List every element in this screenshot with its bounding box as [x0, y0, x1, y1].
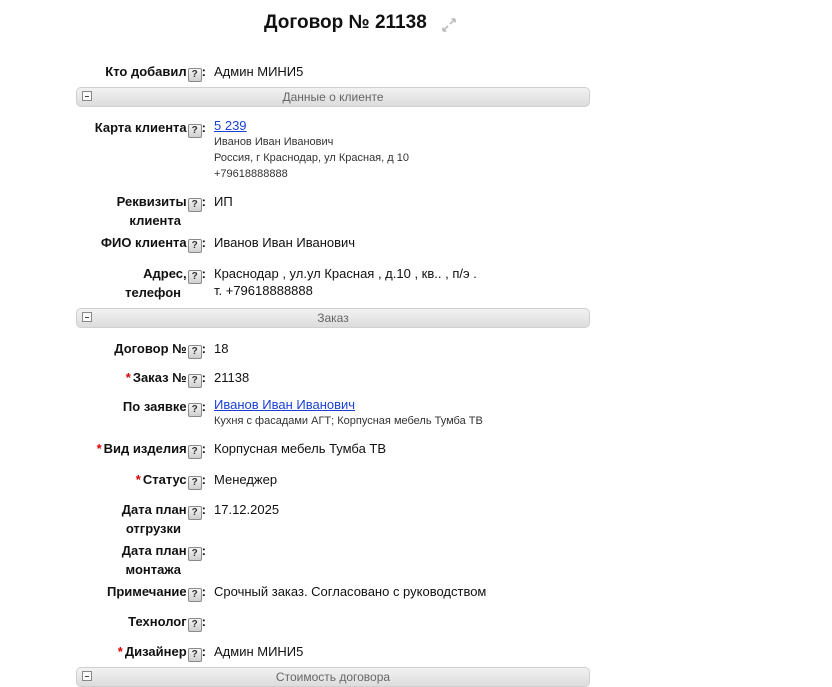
- note-label: Примечание ? :: [107, 584, 206, 600]
- address-phone-label: Адрес, ? : телефон: [125, 266, 206, 300]
- product-type-label: * Вид изделия ? :: [96, 441, 206, 457]
- client-fio-value: Иванов Иван Иванович: [214, 235, 356, 250]
- note-value: Срочный заказ. Согласовано с руководством: [214, 584, 487, 599]
- install-date-label: Дата план ? : монтажа: [121, 543, 206, 577]
- help-icon[interactable]: ?: [188, 239, 202, 253]
- contract-no-label: Договор № ? :: [114, 341, 206, 357]
- added-by-label: Кто добавил ? :: [105, 64, 206, 80]
- section-title: Заказ: [317, 311, 349, 325]
- client-card-address: Россия, г Краснодар, ул Красная, д 10: [214, 152, 409, 164]
- required-mark: *: [96, 441, 102, 456]
- help-icon[interactable]: ?: [188, 588, 202, 602]
- product-type-value: Корпусная мебель Тумба ТВ: [214, 441, 387, 456]
- address-phone-value: Краснодар , ул.ул Красная , д.10 , кв.. , п/э . т. +79618888888: [214, 266, 477, 298]
- section-title: Данные о клиенте: [282, 90, 384, 104]
- collapse-arrows-icon[interactable]: [442, 16, 456, 30]
- shipment-date-label: Дата план ? : отгрузки: [121, 502, 206, 536]
- client-card-link[interactable]: 5 239: [214, 118, 247, 133]
- designer-label: * Дизайнер ? :: [117, 644, 206, 660]
- help-icon[interactable]: ?: [188, 374, 202, 388]
- help-icon[interactable]: ?: [188, 547, 202, 561]
- client-card-label: Карта клиента ? :: [94, 120, 206, 136]
- help-icon[interactable]: ?: [188, 198, 202, 212]
- help-icon[interactable]: ?: [188, 476, 202, 490]
- technologist-label: Технолог ? :: [128, 614, 206, 630]
- required-mark: *: [117, 644, 123, 659]
- section-contract-cost[interactable]: [76, 667, 590, 687]
- by-request-details: Кухня с фасадами АГТ; Корпусная мебель Тумба ТВ: [214, 415, 483, 427]
- help-icon[interactable]: ?: [188, 68, 202, 82]
- contract-no-value: 18: [214, 341, 229, 356]
- help-icon[interactable]: ?: [188, 618, 202, 632]
- client-fio-label: ФИО клиента ? :: [100, 235, 206, 251]
- page-title-text: Договор № 21138: [263, 12, 427, 33]
- section-order[interactable]: [76, 308, 590, 328]
- requisites-label: Реквизиты ? : клиента: [116, 194, 206, 228]
- required-mark: *: [125, 370, 131, 385]
- shipment-date-value: 17.12.2025: [214, 502, 280, 517]
- help-icon[interactable]: ?: [188, 506, 202, 520]
- section-title: Стоимость договора: [275, 670, 391, 684]
- designer-value: Админ МИНИ5: [214, 644, 304, 659]
- status-label: * Статус ? :: [135, 472, 206, 488]
- client-card-phone: +79618888888: [214, 168, 288, 180]
- section-client-data[interactable]: [76, 87, 590, 107]
- help-icon[interactable]: ?: [188, 445, 202, 459]
- help-icon[interactable]: ?: [188, 124, 202, 138]
- help-icon[interactable]: ?: [188, 648, 202, 662]
- order-no-label: * Заказ № ? :: [125, 370, 206, 386]
- status-value: Менеджер: [214, 472, 278, 487]
- client-card-name: Иванов Иван Иванович: [214, 136, 334, 148]
- help-icon[interactable]: ?: [188, 270, 202, 284]
- help-icon[interactable]: ?: [188, 345, 202, 359]
- client-card-value: [214, 117, 409, 182]
- by-request-label: По заявке ? :: [122, 399, 206, 415]
- by-request-link[interactable]: Иванов Иван Иванович: [214, 397, 356, 412]
- page-title: [0, 12, 720, 34]
- help-icon[interactable]: ?: [188, 403, 202, 417]
- required-mark: *: [135, 472, 141, 487]
- order-no-value: 21138: [214, 370, 250, 385]
- requisites-value: ИП: [214, 194, 233, 209]
- by-request-value: [214, 396, 483, 429]
- added-by-value: Админ МИНИ5: [214, 64, 304, 79]
